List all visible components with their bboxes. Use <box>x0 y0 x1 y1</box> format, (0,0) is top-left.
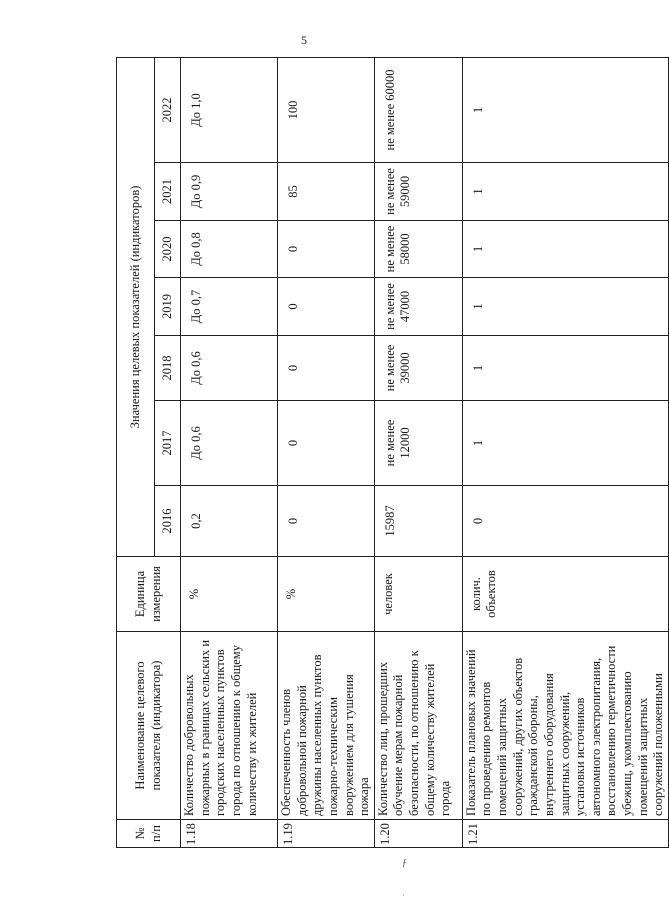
value-cell: не менее 59000 <box>374 163 462 221</box>
value-cell: не менее 39000 <box>374 336 462 401</box>
value-cell: 0,2 <box>181 486 278 557</box>
value-cell: не менее 60000 <box>374 57 462 162</box>
value-cell: 1 <box>462 57 668 162</box>
indicator-name: Обеспеченность членов добровольной пожарной дружины населенных пунктов пожарно-техническим вооружением для тушения пожара <box>278 632 375 820</box>
value-cell: не менее 12000 <box>374 401 462 486</box>
row-number: 1.18 <box>181 820 278 848</box>
header-unit: Единица измерения <box>117 557 181 632</box>
header-row-top <box>117 57 155 847</box>
header-year: 2017 <box>155 401 181 486</box>
row-number: 1.21 <box>462 820 668 848</box>
value-cell: До 0,6 <box>181 336 278 401</box>
indicator-name: Количество добровольных пожарных в границах сельских и городских населенных пунктов города по отношению к общему количеству их жителей <box>181 632 278 820</box>
value-cell: 0 <box>462 486 668 557</box>
value-cell: 1 <box>462 278 668 336</box>
value-cell: 15987 <box>374 486 462 557</box>
value-cell: 0 <box>278 221 375 278</box>
margin-mark: · <box>402 891 405 900</box>
header-num: № п/п <box>117 820 181 848</box>
value-cell: До 0,8 <box>181 221 278 278</box>
header-year: 2018 <box>155 336 181 401</box>
unit-cell: % <box>278 557 375 632</box>
margin-mark: ƒ <box>402 858 407 869</box>
table-row <box>374 57 462 847</box>
unit-cell: % <box>181 557 278 632</box>
indicator-name: Количество лиц, прошедших обучение мерам пожарной безопасности, по отношению к общему количеству жителей города <box>374 632 462 820</box>
value-cell: До 1,0 <box>181 57 278 162</box>
row-number: 1.20 <box>374 820 462 848</box>
unit-cell: колич. объектов <box>462 557 668 632</box>
value-cell: 1 <box>462 401 668 486</box>
value-cell: 100 <box>278 57 375 162</box>
value-cell: До 0,7 <box>181 278 278 336</box>
table-row <box>278 57 375 847</box>
value-cell: 1 <box>462 221 668 278</box>
value-cell: 0 <box>278 278 375 336</box>
table-row <box>181 57 278 847</box>
value-cell: 0 <box>278 486 375 557</box>
table-row <box>462 57 668 847</box>
page-number: 5 <box>301 33 307 47</box>
value-cell: До 0,9 <box>181 163 278 221</box>
value-cell: 0 <box>278 336 375 401</box>
header-year: 2019 <box>155 278 181 336</box>
value-cell: 85 <box>278 163 375 221</box>
header-year: 2016 <box>155 486 181 557</box>
header-year: 2021 <box>155 163 181 221</box>
indicator-name: Показатель плановых значений по проведению ремонтов помещений защитных сооружений, других объектов гражданской обороны, внутреннего оборудования защитных сооружений, установки источников автономного электропитания, восстановлению герметичности убежищ, укомплектованию помещений защитных сооружений положенными <box>462 632 668 820</box>
rotated-table-frame <box>116 58 666 848</box>
header-name: Наименование целевого показателя (индикатора) <box>117 632 181 820</box>
value-cell: 1 <box>462 163 668 221</box>
value-cell: 1 <box>462 336 668 401</box>
value-cell: не менее 58000 <box>374 221 462 278</box>
value-cell: не менее 47000 <box>374 278 462 336</box>
rotated-table-container <box>116 58 666 848</box>
header-year: 2020 <box>155 221 181 278</box>
row-number: 1.19 <box>278 820 375 848</box>
header-values-group: Значения целевых показателей (индикаторов) <box>117 57 155 556</box>
indicators-table <box>116 57 669 848</box>
header-year: 2022 <box>155 57 181 162</box>
value-cell: До 0,6 <box>181 401 278 486</box>
unit-cell: человек <box>374 557 462 632</box>
value-cell: 0 <box>278 401 375 486</box>
